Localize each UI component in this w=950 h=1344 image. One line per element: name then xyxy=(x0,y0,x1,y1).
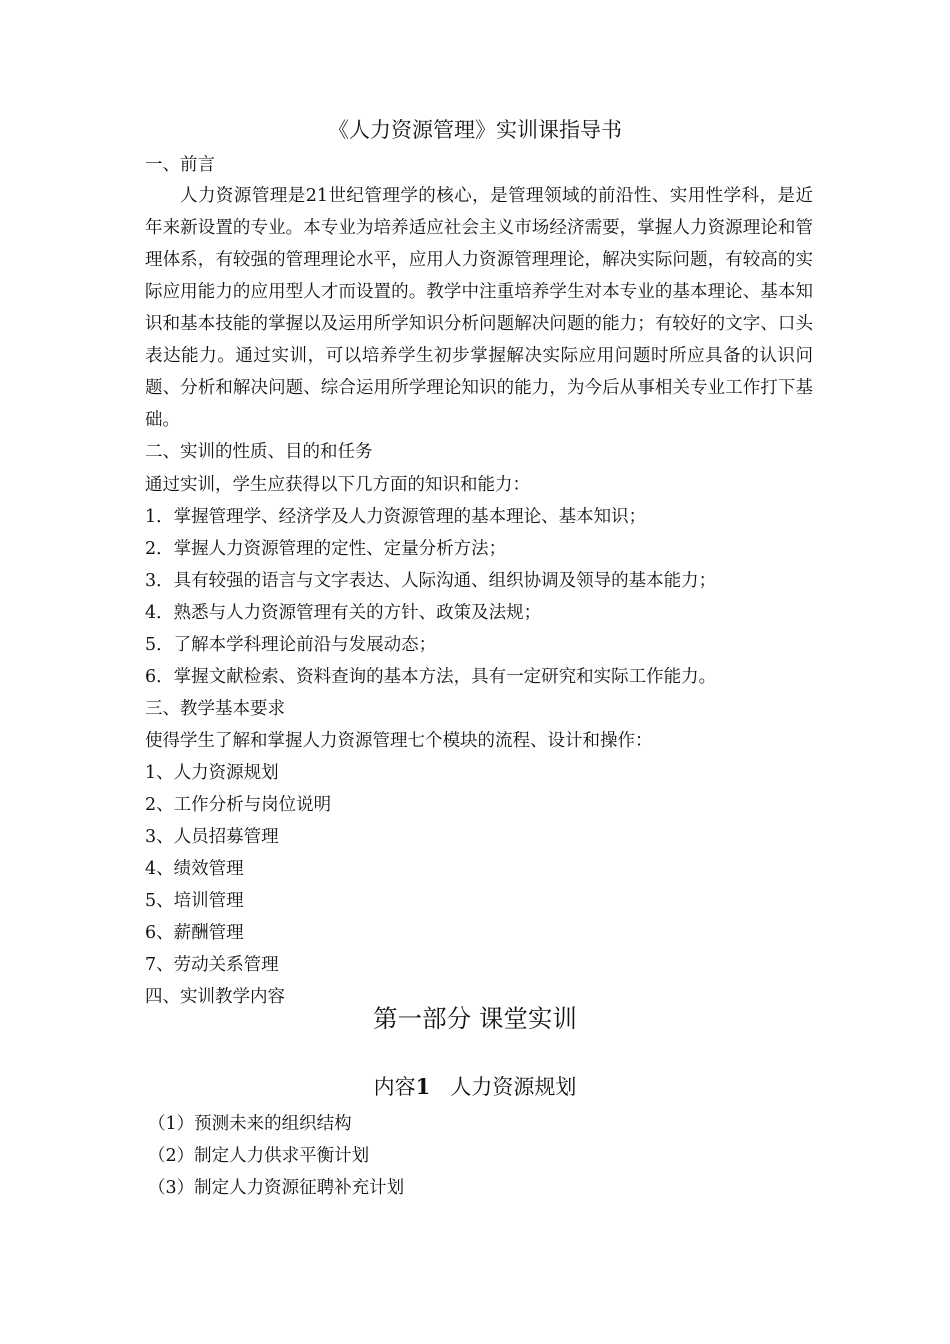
nature-intro: 通过实训，学生应获得以下几方面的知识和能力： xyxy=(145,475,530,495)
content-item: （2）制定人力供求平衡计划 xyxy=(148,1146,370,1166)
module-item: 3、人员招募管理 xyxy=(145,827,279,847)
section-heading-content: 四、实训教学内容 xyxy=(145,987,285,1007)
content-label: 内容 xyxy=(373,1075,416,1099)
document-title: 《人力资源管理》实训课指导书 xyxy=(328,118,622,142)
nature-item: 4．熟悉与人力资源管理有关的方针、政策及法规； xyxy=(145,603,542,623)
content-number: 1 xyxy=(415,1074,431,1099)
section-heading-requirements: 三、教学基本要求 xyxy=(145,699,285,719)
nature-item: 3．具有较强的语言与文字表达、人际沟通、组织协调及领导的基本能力； xyxy=(145,571,717,591)
requirements-intro: 使得学生了解和掌握人力资源管理七个模块的流程、设计和操作： xyxy=(145,731,653,751)
content-item: （1）预测未来的组织结构 xyxy=(148,1114,352,1134)
section-heading-nature: 二、实训的性质、目的和任务 xyxy=(145,442,373,462)
nature-item: 6．掌握文献检索、资料查询的基本方法，具有一定研究和实际工作能力。 xyxy=(145,667,717,687)
preface-paragraph: 人力资源管理是21世纪管理学的核心，是管理领域的前沿性、实用性学科，是近年来新设置的专业。本专业为培养适应社会主义市场经济需要，掌握人力资源理论和管理体系，有较强的管理理论水平，应用人力资源管理理论，解决实际问题，有较高的实际应用能力的应用型人才而设置的。教学中注重培养学生对本专业的基本理论、基本知识和基本技能的掌握以及运用所学知识分析问题解决问题的能力；有较好的文字、口头表达能力。通过实训，可以培养学生初步掌握解决实际应用问题时所应具备的认识问题、分析和解决问题、综合运用所学理论知识的能力，为今后从事相关专业工作打下基础。 xyxy=(145,186,813,430)
part-title: 第一部分 课堂实训 xyxy=(373,1004,577,1033)
content-name: 人力资源规划 xyxy=(450,1075,577,1099)
content-title xyxy=(0,1074,950,1100)
module-item: 2、工作分析与岗位说明 xyxy=(145,795,332,815)
module-item: 5、培训管理 xyxy=(145,891,244,911)
section-heading-preface: 一、前言 xyxy=(145,155,215,175)
module-item: 1、人力资源规划 xyxy=(145,763,279,783)
content-item: （3）制定人力资源征聘补充计划 xyxy=(148,1178,405,1198)
nature-item: 1．掌握管理学、经济学及人力资源管理的基本理论、基本知识； xyxy=(145,507,647,527)
nature-item: 5．了解本学科理论前沿与发展动态； xyxy=(145,635,437,655)
module-item: 4、绩效管理 xyxy=(145,859,244,879)
module-item: 7、劳动关系管理 xyxy=(145,955,279,975)
module-item: 6、薪酬管理 xyxy=(145,923,244,943)
nature-item: 2．掌握人力资源管理的定性、定量分析方法； xyxy=(145,539,507,559)
